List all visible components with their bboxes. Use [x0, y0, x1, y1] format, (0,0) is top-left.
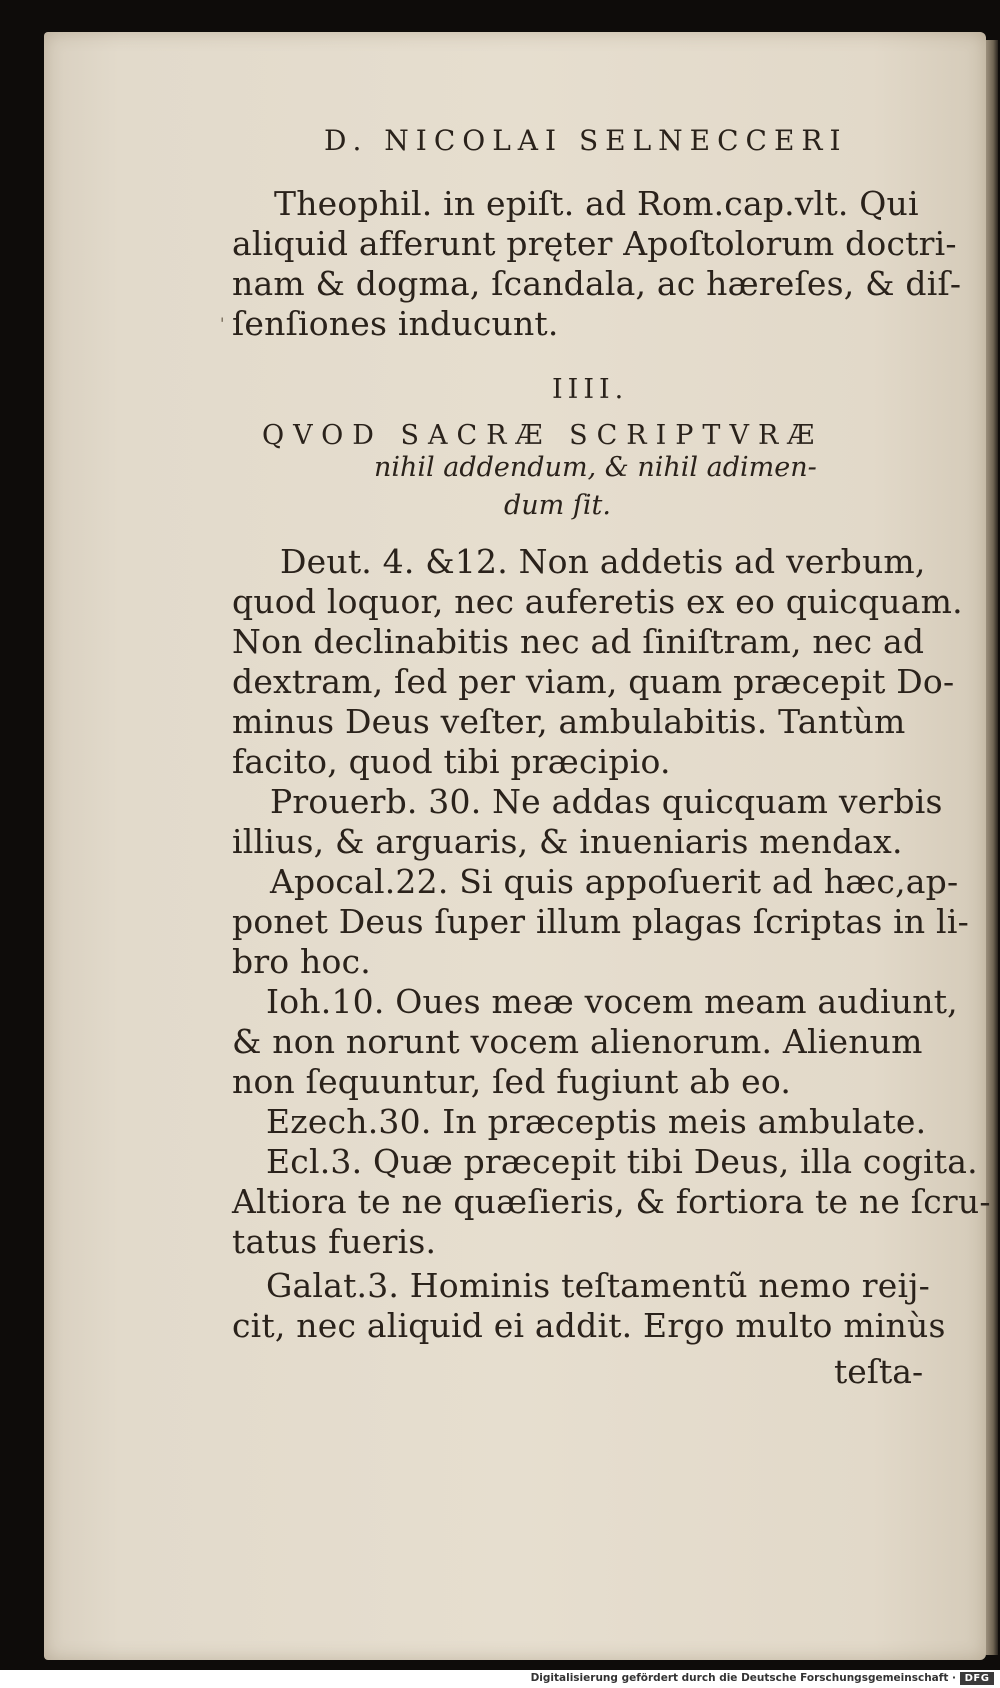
body-line-15: Ezech.30. In præceptis meis ambulate. — [266, 1102, 927, 1141]
page-edge — [986, 40, 998, 1655]
body-line-7: Prouerb. 30. Ne addas quicquam verbis — [270, 782, 943, 821]
body-line-11: bro hoc. — [232, 942, 371, 981]
dfg-logo[interactable]: DFG — [960, 1672, 994, 1685]
running-head: D. NICOLAI SELNECCERI — [324, 124, 848, 157]
body-line-2: quod loquor, nec auferetis ex eo quicquam. — [232, 582, 963, 621]
body-line-13: & non norunt vocem alienorum. Alienum — [232, 1022, 923, 1061]
body-line-6: facito, quod tibi præcipio. — [232, 742, 671, 781]
margin-mark: ' — [220, 314, 225, 333]
body-line-3: Non declinabitis nec ad ſiniſtram, nec ad — [232, 622, 925, 661]
body-line-5: minus Deus veſter, ambulabitis. Tantùm — [232, 702, 906, 741]
catchword: teſta- — [834, 1352, 924, 1391]
intro-line-2: aliquid afferunt pręter Apoſtolorum doctri- — [232, 224, 957, 263]
body-line-4: dextram, ſed per viam, quam præcepit Do- — [232, 662, 955, 701]
section-number: IIII. — [552, 374, 629, 405]
intro-line-3: nam & dogma, ſcandala, ac hæreſes, & diſ- — [232, 264, 962, 303]
body-line-16: Ecl.3. Quæ præcepit tibi Deus, illa cogita. — [266, 1142, 978, 1181]
body-line-18: tatus fueris. — [232, 1222, 437, 1261]
body-line-8: illius, & arguaris, & inueniaris mendax. — [232, 822, 903, 861]
intro-line-4: ſenſiones inducunt. — [232, 304, 559, 343]
book-page — [44, 32, 991, 1660]
body-line-9: Apocal.22. Si quis appoſuerit ad hæc,ap- — [270, 862, 959, 901]
footer-bar — [0, 1670, 1000, 1688]
page-text — [44, 32, 991, 1660]
intro-line-1: Theophil. in epiſt. ad Rom.cap.vlt. Qui — [274, 184, 919, 223]
body-line-14: non ſequuntur, ſed fugiunt ab eo. — [232, 1062, 792, 1101]
body-line-12: Ioh.10. Oues meæ vocem meam audiunt, — [266, 982, 958, 1021]
body-line-20: cit, nec aliquid ei addit. Ergo multo minùs — [232, 1306, 946, 1345]
footer-credit: Digitalisierung gefördert durch die Deutsche Forschungsgemeinschaft · — [530, 1672, 956, 1684]
section-title: QVOD SACRÆ SCRIPTVRÆ — [262, 420, 824, 451]
section-subtitle-line-2: dum ſit. — [504, 490, 611, 521]
body-line-10: ponet Deus ſuper illum plagas ſcriptas in li- — [232, 902, 969, 941]
body-line-1: Deut. 4. &12. Non addetis ad verbum, — [280, 542, 926, 581]
body-line-17: Altiora te ne quæſieris, & fortiora te ne ſcru- — [232, 1182, 991, 1221]
body-line-19: Galat.3. Hominis teſtamentũ nemo reij- — [266, 1266, 931, 1305]
section-subtitle-line-1: nihil addendum, & nihil adimen- — [374, 452, 817, 483]
